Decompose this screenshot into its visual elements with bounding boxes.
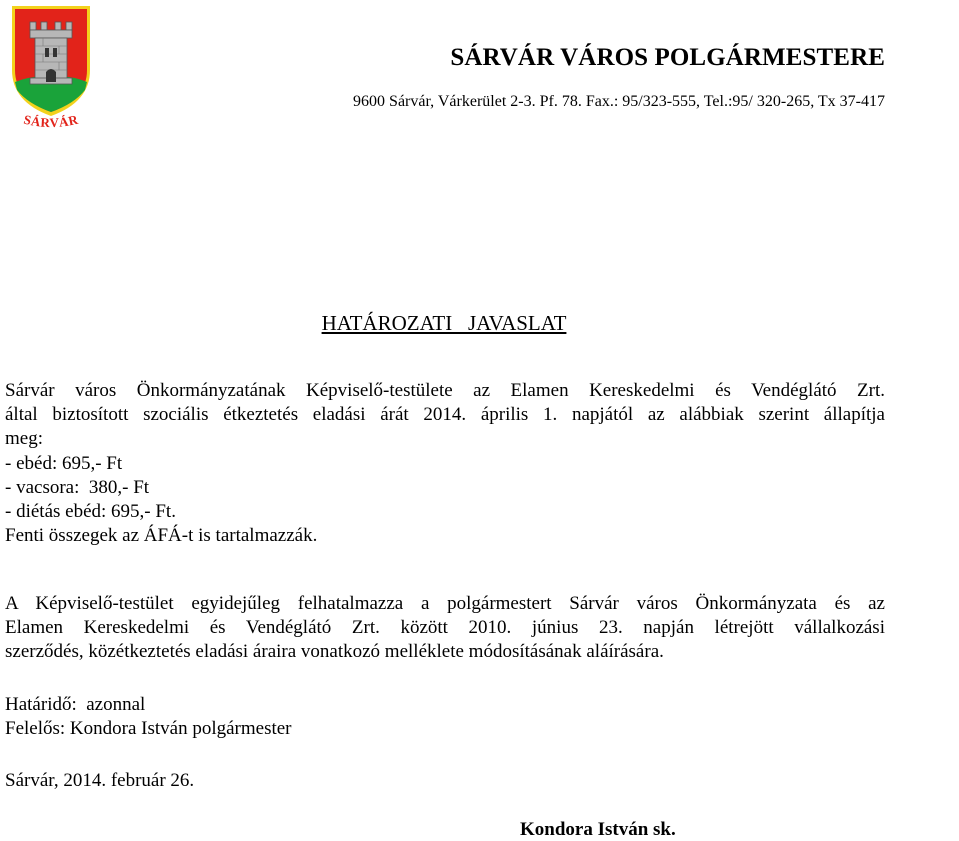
mayor-office-title: SÁRVÁR VÁROS POLGÁRMESTERE xyxy=(450,44,885,71)
crest-label: SÁRVÁR xyxy=(22,111,80,131)
price-item-lunch: - ebéd: 695,- Ft xyxy=(5,452,123,474)
paragraph-2-line-1: A Képviselő-testület egyidejűleg felhatalmazza a polgármestert Sárvár város Önkormányzata és az xyxy=(5,593,885,614)
paragraph-2-line-3: szerződés, közétkeztetés eladási áraira vonatkozó melléklete módosításának aláírására. xyxy=(5,641,664,663)
deadline-block xyxy=(5,693,885,741)
place-date-line: Sárvár, 2014. február 26. xyxy=(5,770,195,791)
place-date xyxy=(5,769,885,793)
responsible-line: Felelős: Kondora István polgármester xyxy=(5,718,292,740)
paragraph-1-line-2: által biztosított szociális étkeztetés eladási árát 2014. április 1. napjától az alábbiak szerint állapítja xyxy=(5,404,885,426)
city-crest-logo xyxy=(6,4,96,134)
paragraph-1-line-3: meg: xyxy=(5,428,43,450)
office-contact-line: 9600 Sárvár, Várkerület 2-3. Pf. 78. Fax.: 95/323-555, Tel.:95/ 320-265, Tx 37-417 xyxy=(353,93,885,110)
price-item-dinner: - vacsora: 380,- Ft xyxy=(5,476,150,498)
paragraph-1-line-1: Sárvár város Önkormányzatának Képviselő-testülete az Elamen Kereskedelmi és Vendéglátó Zrt. xyxy=(5,380,885,401)
resolution-paragraph-2 xyxy=(5,592,885,665)
vat-note: Fenti összegek az ÁFÁ-t is tartalmazzák. xyxy=(5,525,318,547)
document-title: HATÁROZATI JAVASLAT xyxy=(321,311,567,335)
deadline-line: Határidő: azonnal xyxy=(5,694,146,715)
paragraph-2-line-2: Elamen Kereskedelmi és Vendéglátó Zrt. között 2010. június 23. napján létrejött vállalkozási xyxy=(5,617,885,639)
resolution-paragraph-1 xyxy=(5,379,885,548)
price-item-diet-lunch: - diétás ebéd: 695,- Ft. xyxy=(5,501,176,523)
signature: Kondora István sk. xyxy=(520,819,676,840)
